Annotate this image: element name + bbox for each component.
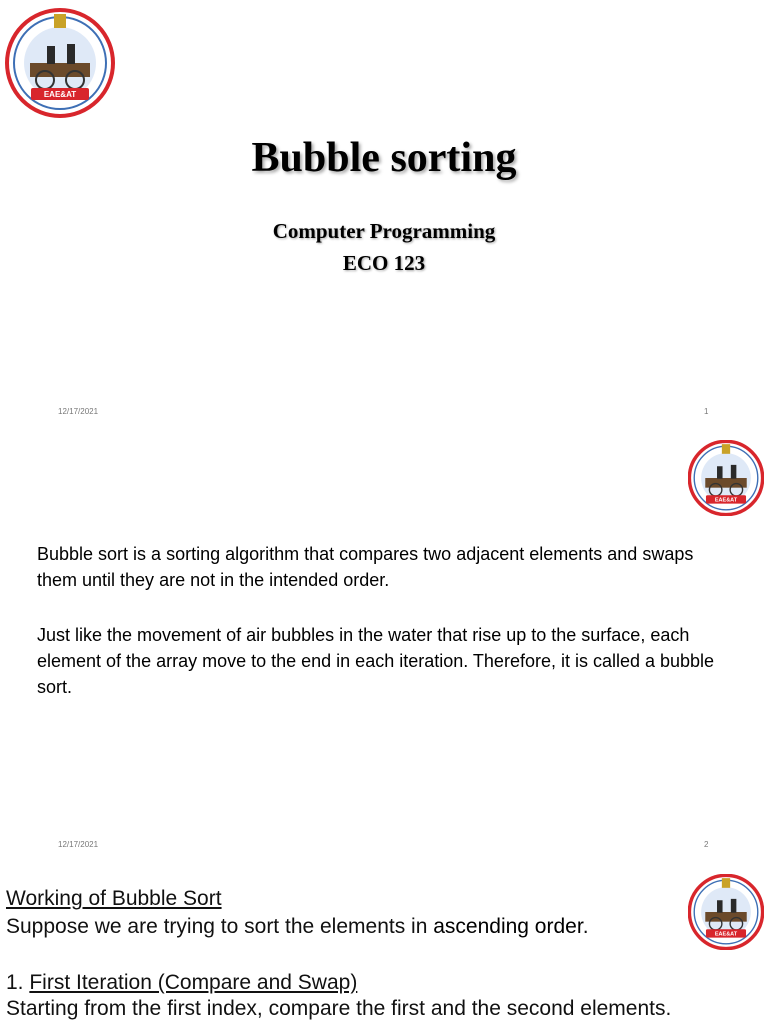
step-description: Starting from the first index, compare the first and the second elements. <box>6 997 672 1020</box>
paragraph-2: Just like the movement of air bubbles in the water that rise up to the surface, each element of the array move to the end in each iteration. Therefore, it is called a bubble sort. <box>37 625 715 697</box>
slide-1 <box>0 0 768 432</box>
eae-at-emblem-icon <box>5 8 115 118</box>
step-number: 1. <box>6 971 30 994</box>
slide-date: 12/17/2021 <box>58 407 99 416</box>
logo-text: EAE&AT <box>43 90 77 99</box>
slide-number: 1 <box>704 407 709 416</box>
paragraph-1: Bubble sort is a sorting algorithm that compares two adjacent elements and swaps them until they are not in the intended order. <box>37 544 694 590</box>
step-title: First Iteration (Compare and Swap) <box>29 971 358 994</box>
logo-text: EAE&AT <box>714 497 738 504</box>
logo-text: EAE&AT <box>714 931 738 938</box>
step-heading <box>6 970 357 996</box>
slide-title: Bubble sorting <box>251 135 517 181</box>
course-name: Computer Programming <box>272 219 496 243</box>
slide-2 <box>0 432 768 864</box>
definition-paragraph <box>37 541 717 593</box>
intro-suffix: . <box>582 915 589 938</box>
course-code: ECO 123 <box>342 251 426 275</box>
intro-text: Suppose we are trying to sort the elements in <box>6 915 434 938</box>
analogy-paragraph <box>37 622 717 700</box>
eae-at-emblem-icon <box>688 440 764 516</box>
emphasis-text: ascending order <box>433 915 583 938</box>
section-heading: Working of Bubble Sort <box>6 887 222 910</box>
slide-number: 2 <box>704 840 709 849</box>
eae-at-emblem-icon <box>688 874 764 950</box>
slide-3 <box>0 864 768 1024</box>
intro-line <box>6 914 589 940</box>
slide-date: 12/17/2021 <box>58 840 99 849</box>
